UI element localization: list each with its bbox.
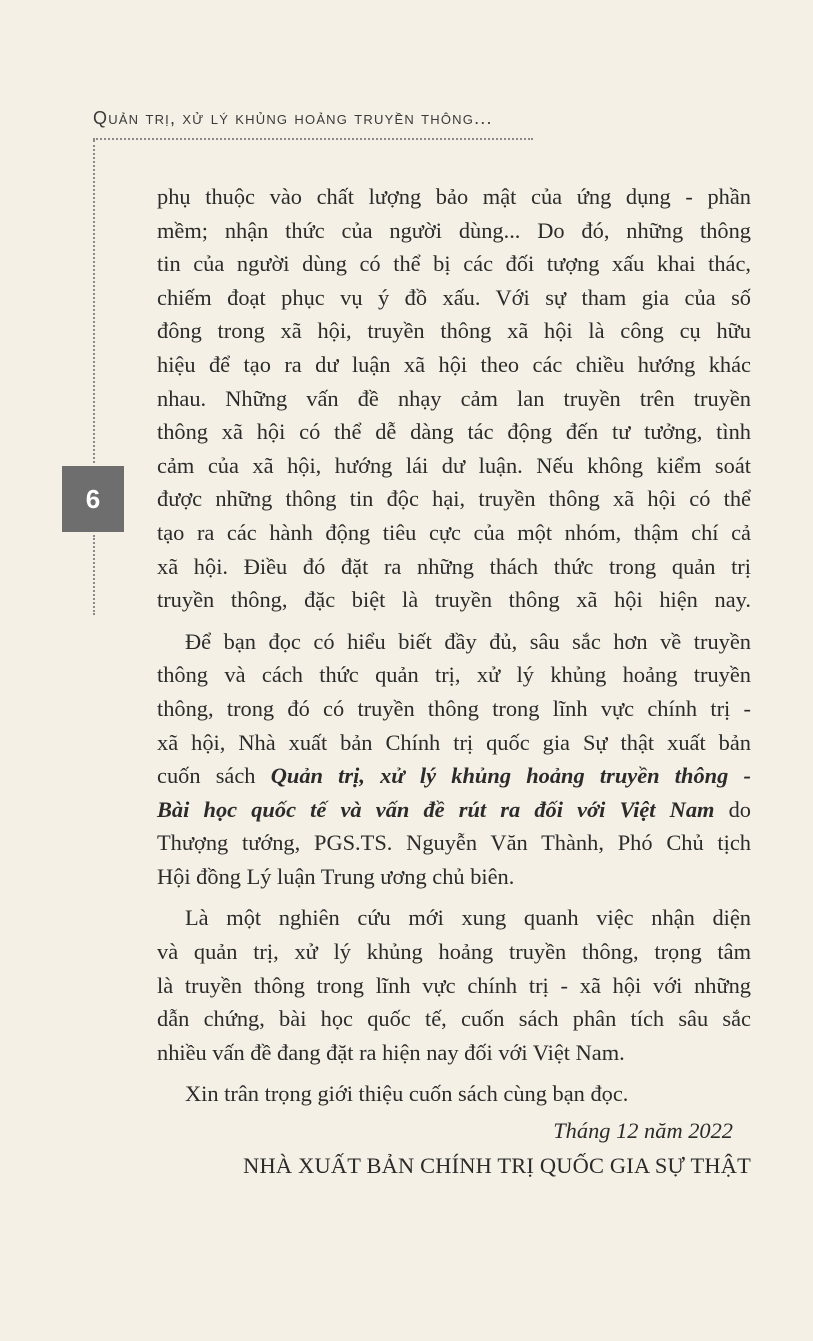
text-line: đông trong xã hội, truyền thông xã hội là công cụ hữu	[157, 318, 751, 344]
text-line: Để bạn đọc có hiểu biết đầy đủ, sâu sắc hơn về truyền	[185, 628, 751, 654]
text-line: xã hội, Nhà xuất bản Chính trị quốc gia Sự thật xuất bản	[157, 729, 751, 755]
text-line: nhau. Những vấn đề nhạy cảm lan truyền trên truyền	[157, 385, 751, 411]
text-line: Xin trân trọng giới thiệu cuốn sách cùng bạn đọc.	[185, 1081, 629, 1107]
page-number-tab	[62, 466, 124, 532]
paragraph-2	[157, 625, 751, 894]
text-fragment: cuốn sách	[157, 763, 271, 789]
paragraph-3	[157, 901, 751, 1069]
book-title-part-2: Bài học quốc tế và vấn đề rút ra đối với Việt Nam	[157, 796, 715, 822]
text-line: phụ thuộc vào chất lượng bảo mật của ứng dụng - phần	[157, 184, 751, 209]
side-dotted-rule-top	[93, 140, 95, 463]
text-line: Thượng tướng, PGS.TS. Nguyễn Văn Thành, Phó Chủ tịch	[157, 830, 751, 856]
text-line: và quản trị, xử lý khủng hoảng truyền thông, trọng tâm	[157, 939, 751, 965]
text-line: tin của người dùng có thể bị các đối tượng xấu khai thác,	[157, 251, 751, 277]
page-number: 6	[85, 483, 101, 514]
text-line: thông, trong đó có truyền thông trong lĩnh vực chính trị -	[157, 695, 751, 721]
text-line: nhiều vấn đề đang đặt ra hiện nay đối với Việt Nam.	[157, 1039, 625, 1065]
text-line: chiếm đoạt phục vụ ý đồ xấu. Với sự tham gia của số	[157, 284, 751, 310]
text-line	[157, 793, 751, 827]
body-text	[157, 180, 751, 1111]
paragraph-1	[157, 180, 751, 617]
book-title-part-1: Quản trị, xử lý khủng hoảng truyền thông -	[270, 763, 751, 789]
text-fragment: do	[714, 796, 751, 822]
text-line: Hội đồng Lý luận Trung ương chủ biên.	[157, 863, 515, 889]
text-line: cảm của xã hội, hướng lái dư luận. Nếu không kiểm soát	[157, 452, 751, 478]
text-line: truyền thông, đặc biệt là truyền thông xã hội hiện nay.	[157, 587, 751, 613]
header-dotted-rule	[93, 138, 533, 140]
publisher-signature: NHÀ XUẤT BẢN CHÍNH TRỊ QUỐC GIA SỰ THẬT	[243, 1153, 751, 1178]
text-line: Là một nghiên cứu mới xung quanh việc nhận diện	[185, 905, 751, 931]
running-header-title: Quản trị, xử lý khủng hoảng truyền thông...	[93, 108, 493, 128]
text-line: là truyền thông trong lĩnh vực chính trị - xã hội với những	[157, 972, 751, 998]
text-line: thông và cách thức quản trị, xử lý khủng hoảng truyền	[157, 662, 751, 688]
closing-date: Tháng 12 năm 2022	[553, 1118, 733, 1143]
text-line: dẫn chứng, bài học quốc tế, cuốn sách phân tích sâu sắc	[157, 1006, 751, 1032]
side-dotted-rule-bottom	[93, 535, 95, 615]
text-line: mềm; nhận thức của người dùng... Do đó, những thông	[157, 217, 751, 243]
text-line: được những thông tin độc hại, truyền thông xã hội có thể	[157, 486, 751, 512]
text-line: xã hội. Điều đó đặt ra những thách thức trong quản trị	[157, 553, 751, 579]
text-line: thông xã hội có thể dễ dàng tác động đến tư tưởng, tình	[157, 419, 751, 445]
text-line	[157, 759, 751, 793]
paragraph-4	[157, 1077, 751, 1111]
text-line: hiệu để tạo ra dư luận xã hội theo các chiều hướng khác	[157, 351, 751, 377]
text-line: tạo ra các hành động tiêu cực của một nhóm, thậm chí cả	[157, 519, 751, 545]
